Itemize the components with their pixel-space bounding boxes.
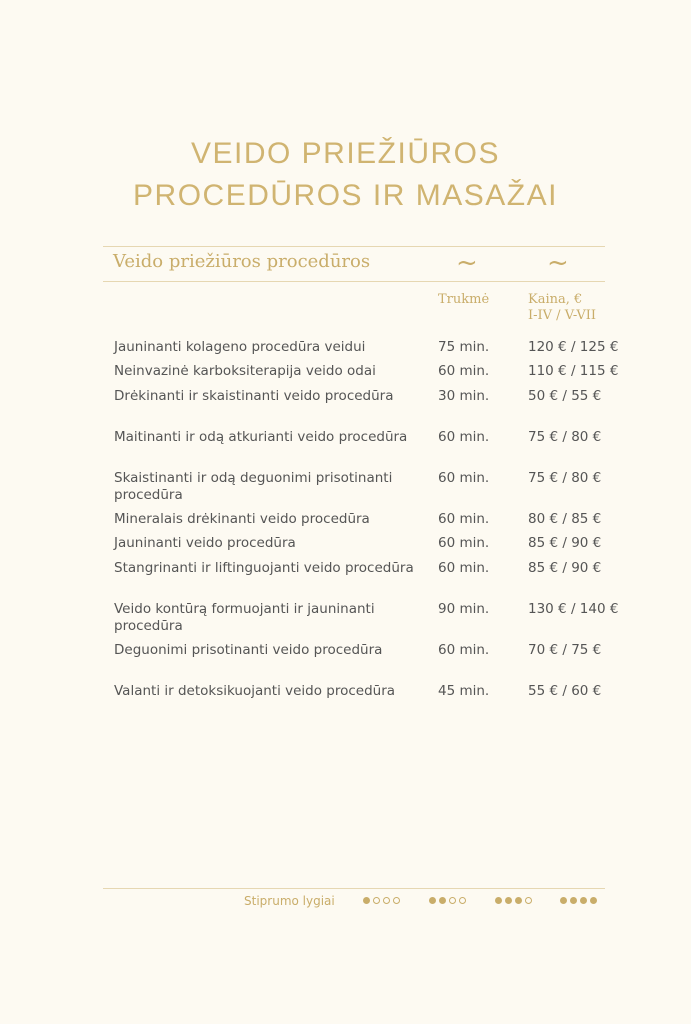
divider-section [103,281,605,282]
tilde-ornament-price: ~ [547,248,569,278]
procedure-duration: 60 min. [438,560,490,576]
filled-dot-icon [439,897,446,904]
filled-dot-icon [363,897,370,904]
page-title-line-1: VEIDO PRIEŽIŪROS [190,137,501,170]
procedure-name: Mineralais drėkinanti veido procedūra [114,511,370,527]
column-header-duration: Trukmė [438,292,490,307]
column-header-price-ranges: I-IV / V-VII [528,308,596,323]
procedure-duration: 60 min. [438,535,490,551]
filled-dot-icon [495,897,502,904]
strength-level-1 [363,897,400,904]
procedure-price: 70 € / 75 € [528,642,602,658]
tilde-ornament-duration: ~ [456,248,478,278]
filled-dot-icon [580,897,587,904]
filled-dot-icon [429,897,436,904]
filled-dot-icon [560,897,567,904]
procedure-duration: 60 min. [438,511,490,527]
procedure-price: 110 € / 115 € [528,363,619,379]
divider-bottom [103,888,605,889]
procedure-price: 85 € / 90 € [528,560,602,576]
procedure-duration: 90 min. [438,601,490,617]
procedure-name: Veido kontūrą formuojanti ir jauninanti procedūra [114,601,375,634]
procedure-price: 75 € / 80 € [528,429,602,445]
empty-dot-icon [383,897,390,904]
procedure-duration: 60 min. [438,642,490,658]
procedure-name: Skaistinanti ir odą deguonimi prisotinanti procedūra [114,470,393,503]
procedure-name: Valanti ir detoksikuojanti veido procedūra [114,683,396,699]
procedure-price: 75 € / 80 € [528,470,602,486]
column-header-price [528,292,596,324]
page-title-line-2: PROCEDŪROS IR MASAŽAI [133,179,558,212]
procedure-duration: 60 min. [438,429,490,445]
procedure-duration: 60 min. [438,470,490,486]
procedure-price: 120 € / 125 € [528,339,619,355]
procedure-duration: 45 min. [438,683,490,699]
divider-top [103,246,605,247]
strength-level-4 [560,897,597,904]
procedure-name: Jauninanti veido procedūra [114,535,296,551]
strength-level-2 [429,897,466,904]
procedure-duration: 60 min. [438,363,490,379]
page-title [0,133,691,217]
procedure-name: Stangrinanti ir liftinguojanti veido procedūra [114,560,414,576]
strength-level-3 [495,897,532,904]
filled-dot-icon [515,897,522,904]
procedure-duration: 30 min. [438,388,490,404]
empty-dot-icon [393,897,400,904]
procedure-name: Neinvazinė karboksiterapija veido odai [114,363,376,379]
procedure-name: Jauninanti kolageno procedūra veidui [114,339,366,355]
empty-dot-icon [525,897,532,904]
legend-label: Stiprumo lygiai [244,894,335,908]
procedure-duration: 75 min. [438,339,490,355]
procedure-price: 130 € / 140 € [528,601,619,617]
procedure-name: Maitinanti ir odą atkurianti veido procedūra [114,429,408,445]
empty-dot-icon [459,897,466,904]
procedure-price: 50 € / 55 € [528,388,602,404]
empty-dot-icon [449,897,456,904]
procedure-name: Drėkinanti ir skaistinanti veido procedūra [114,388,394,404]
filled-dot-icon [570,897,577,904]
procedure-name: Deguonimi prisotinanti veido procedūra [114,642,383,658]
procedure-price: 80 € / 85 € [528,511,602,527]
procedure-price: 85 € / 90 € [528,535,602,551]
empty-dot-icon [373,897,380,904]
filled-dot-icon [505,897,512,904]
section-title: Veido priežiūros procedūros [113,251,371,272]
procedure-price: 55 € / 60 € [528,683,602,699]
filled-dot-icon [590,897,597,904]
column-header-price-label: Kaina, € [528,292,583,307]
